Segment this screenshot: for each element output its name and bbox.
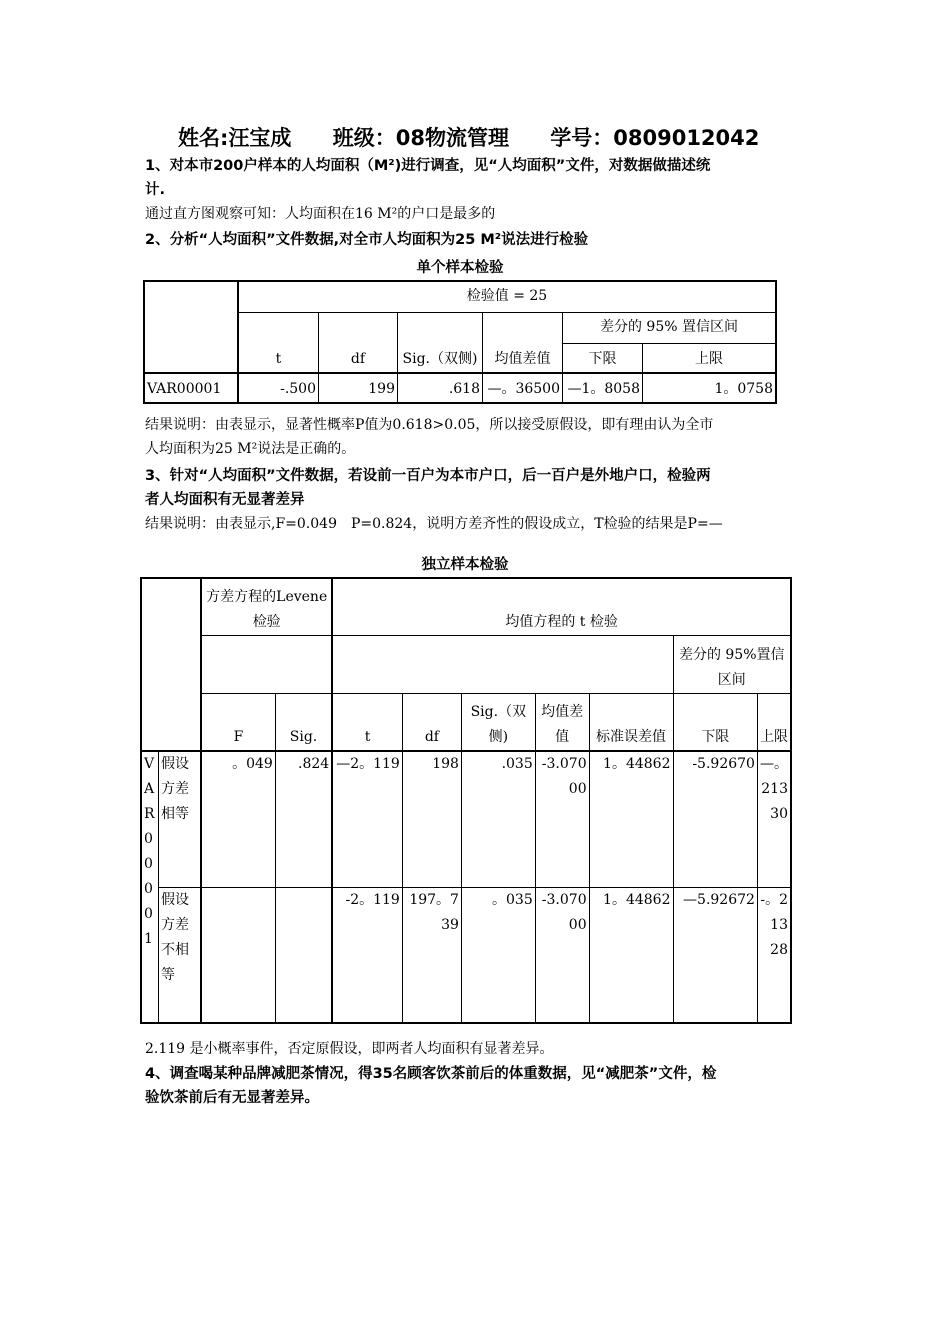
cell-upper: -。213 28 [757,887,791,1023]
q3-line1: 3、针对“人均面积”文件数据，若设前一百户为本市户口，后一百户是外地户口，检验两 [145,468,711,484]
cell-upper: —。21330 [757,751,791,887]
q1-line2: 计. [145,182,166,198]
levene-blank [201,635,332,693]
col-se-diff: 标准误差值 [589,693,673,751]
cell-df: 198 [402,751,461,887]
independent-sample-table-title: 独立样本检验 [421,557,509,573]
cell-t: -.500 [238,373,319,403]
col-upper: 上限 [643,343,777,373]
cell-t: —2。119 [332,751,402,887]
cell-se: 1。44862 [589,751,673,887]
col-t: t [238,312,319,373]
row-var: VAR00001 [144,373,238,403]
cell-df: 197。739 [402,887,461,1023]
cell-upper: 1。0758 [643,373,777,403]
q2-result-line1: 结果说明：由表显示，显著性概率P值为0.618>0.05，所以接受原假设，即有理由认为全市 [145,417,714,433]
one-sample-table-title: 单个样本检验 [416,260,504,276]
col-sig: Sig. [275,693,332,751]
test-value-header: 检验值 = 25 [238,281,776,312]
ttest-header: 均值方程的 t 检验 [332,578,791,635]
col-mean-diff: 均值差值 [483,312,563,373]
col-mean-diff: 均值差值 [535,693,589,751]
q1-answer: 通过直方图观察可知：人均面积在16 M²的户口是最多的 [145,206,496,222]
cell-lower: —1。8058 [563,373,643,403]
student-class: 班级：08物流管理 [332,126,509,150]
cell-mean-diff: —。36500 [483,373,563,403]
cell-mean-diff: -3.07000 [535,887,589,1023]
cell-sig2: .035 [461,751,535,887]
cell-F: 。049 [201,751,275,887]
student-id: 学号：0809012042 [550,126,760,150]
cell-df: 199 [319,373,398,403]
student-name: 姓名:汪宝成 [178,126,292,150]
cell-t: -2。119 [332,887,402,1023]
q1-line1: 1、对本市200户样本的人均面积（M²)进行调查，见“人均面积”文件，对数据做描述统 [145,158,711,174]
col-lower: 下限 [673,693,757,751]
col-lower: 下限 [563,343,643,373]
q4-line2: 验饮茶前后有无显著差异。 [145,1090,319,1106]
col-ci: 差分的 95% 置信区间 [563,312,777,343]
cell-sig [275,887,332,1023]
corner-cell [144,281,238,373]
q2-line1: 2、分析“人均面积”文件数据,对全市人均面积为25 M²说法进行检验 [145,232,589,248]
cell-se: 1。44862 [589,887,673,1023]
levene-header: 方差方程的Levene 检验 [201,578,332,635]
col-df: df [402,693,461,751]
corner-cell [141,578,201,751]
independent-sample-test-table [140,577,792,1024]
row-var: VAR00001 [141,751,158,1023]
page-title [178,122,759,152]
row-label-equal: 假设方差相等 [158,751,201,887]
col-sig: Sig.（双侧) [398,312,483,373]
col-sig2: Sig.（双侧) [461,693,535,751]
cell-sig: .618 [398,373,483,403]
cell-lower: -5.92670 [673,751,757,887]
col-t: t [332,693,402,751]
col-upper: 上限 [757,693,791,751]
q3-conclusion: 2.119 是小概率事件，否定原假设，即两者人均面积有显著差异。 [145,1041,554,1057]
cell-F [201,887,275,1023]
cell-sig2: 。035 [461,887,535,1023]
row-label-unequal: 假设方差不相等 [158,887,201,1023]
one-sample-test-table [143,280,777,404]
q3-result: 结果说明：由表显示,F=0.049 P=0.824，说明方差齐性的假设成立，T检验的结果是P=— [145,516,723,532]
q3-line2: 者人均面积有无显著差异 [145,492,305,508]
ci-header: 差分的 95%置信区间 [673,635,791,693]
q2-result-line2: 人均面积为25 M²说法是正确的。 [145,441,356,457]
cell-lower: —5.92672 [673,887,757,1023]
ttest-blank [332,635,673,693]
cell-mean-diff: -3.07000 [535,751,589,887]
col-F: F [201,693,275,751]
cell-sig: .824 [275,751,332,887]
q4-line1: 4、调查喝某种品牌减肥茶情况，得35名顾客饮茶前后的体重数据，见“减肥茶”文件，检 [145,1066,717,1082]
col-df: df [319,312,398,373]
